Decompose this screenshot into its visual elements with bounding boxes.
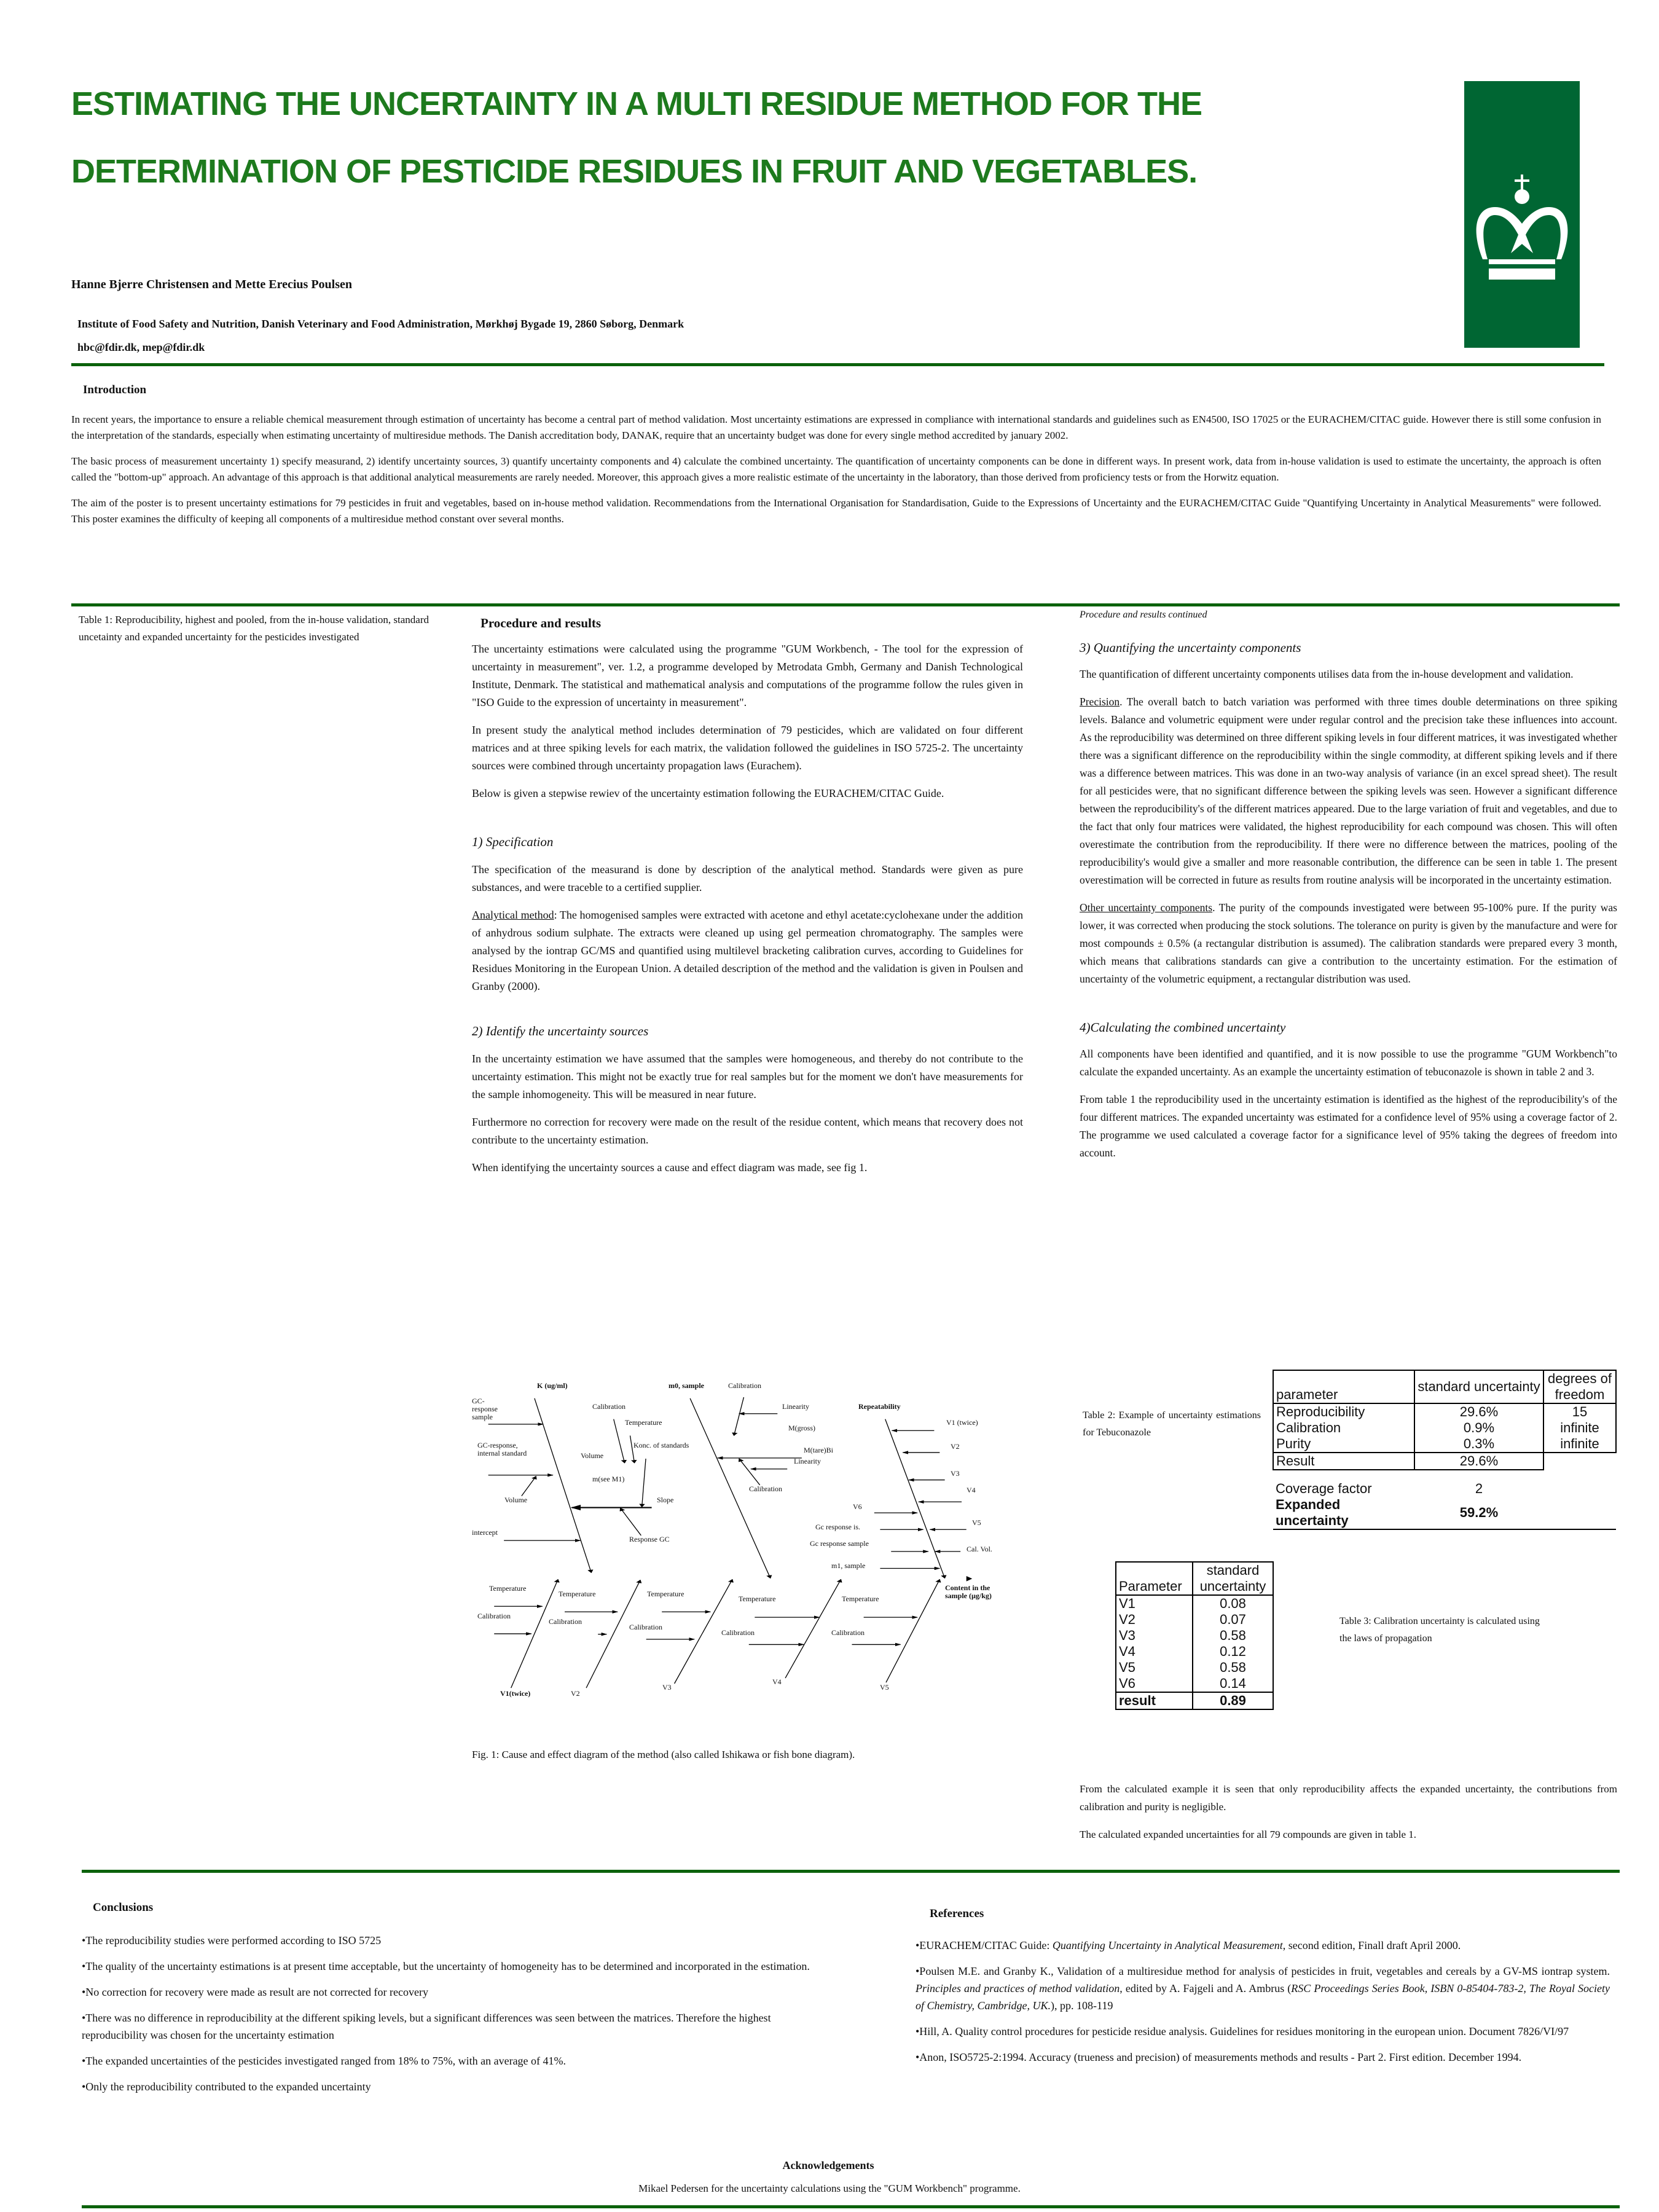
final-section [1080, 1780, 1617, 1853]
diagram-label: V4 [967, 1485, 976, 1494]
procedure-paragraph: Below is given a stepwise rewiev of the uncertainty estimation following the EURACHEM/CITAC Guide. [472, 787, 944, 799]
diagram-label: intercept [472, 1528, 498, 1537]
ref-text: •Poulsen M.E. and Granby K., Validation of a multiresidue method for analysis of pesticides in fruit, vegetables and cereals by a GV-MS iontrap system. [916, 1965, 1610, 1977]
table-row [1116, 1660, 1273, 1676]
table2 [1273, 1370, 1617, 1530]
references-heading: References [930, 1907, 984, 1920]
reference-item: •Hill, A. Quality control procedures for pesticide residue analysis. Guidelines for residues monitoring in the european union. Document 7826/VI/97 [916, 2025, 1569, 2037]
diagram-label: Linearity [794, 1457, 821, 1466]
table-cell: V6 [1116, 1676, 1193, 1692]
poster-title-line1: ESTIMATING THE UNCERTAINTY IN A MULTI RESIDUE METHOD FOR THE [71, 85, 1202, 122]
table-row [1273, 1403, 1616, 1420]
final-paragraph: The calculated expanded uncertainties for all 79 compounds are given in table 1. [1080, 1829, 1417, 1840]
diagram-label: V4 [772, 1677, 782, 1687]
diagram-label: V3 [662, 1683, 672, 1692]
analytical-method-text: : The homogenised samples were extracted with acetone and ethyl acetate:cyclohexane under the addition of anhydrous sodium sulphate. The extracts were cleaned up using gel permeation chromatography. The samples were analysed by the iontrap GC/MS and quantified using multilevel bracketing calibration curves, according to Guidelines for Residues Monitoring in the European Union. A detailed description of the method and the validation is given in Poulsen and Granby (2000). [472, 909, 1023, 992]
other-components-text: . The purity of the compounds investigated were between 95-100% pure. If the purity was lower, it was corrected when producing the stock solutions. The tolerance on purity is given by the manufacture and were for most compounds ± 0.5% (a rectangular distribution is assumed). The calibration standards were prepared every 3 month, which means that calibrations standards can give a contribution to the uncertainty estimation. For the estimation of uncertainty of the volumetric equipment, a rectangular distribution was used. [1080, 901, 1617, 985]
diagram-label: m0, sample [669, 1381, 704, 1390]
diagram-label: Volume [581, 1451, 604, 1461]
diagram-label: Calibration [831, 1628, 865, 1637]
diagram-label: V2 [951, 1441, 960, 1451]
table-row [1273, 1420, 1616, 1436]
diagram-label: Gc response sample [810, 1539, 869, 1548]
diagram-label: V3 [951, 1469, 960, 1478]
table-cell: 0.3% [1414, 1436, 1543, 1453]
procedure-paragraph: The uncertainty estimations were calculated using the programme "GUM Workbench, - The tool for the expression of uncertainty in measurement", ver. 1.2, a programme developed by Metrodata Gmbh, Germany and Danish Technological Institute, Denmark. The statistical and mathematical analysis and computations of the programme follow the rules given in "ISO Guide to the expression of uncertainty in measurement". [472, 643, 1023, 708]
table-row [1116, 1628, 1273, 1644]
table-cell: 0.89 [1220, 1693, 1246, 1708]
table-header: standard uncertainty [1199, 1563, 1266, 1594]
figure-caption: Fig. 1: Cause and effect diagram of the method (also called Ishikawa or fish bone diagram). [472, 1749, 855, 1760]
acknowledgements-body: Mikael Pedersen for the uncertainty calculations using the "GUM Workbench" programme. [638, 2183, 1021, 2194]
table-cell: V4 [1116, 1644, 1193, 1660]
table-cell: Expanded uncertainty [1276, 1497, 1349, 1528]
table-cell: V5 [1116, 1660, 1193, 1676]
diagram-label: Temperature [489, 1584, 527, 1593]
conclusions-list [82, 1932, 819, 2104]
reference-item [916, 1937, 1610, 1954]
precision-text: . The overall batch to batch variation was performed with three times double determinations on three spiking levels. Balance and volumetric equipment were under regular control and the precision take these influences into account. As the reproducibility was determined on three different spiking levels in four different matrices, it was investigated whether there was a significant difference on the reproducibility within the single commodity, at different spiking levels and if there was a difference between matrices. This was done in an two-way analysis of variance (in an excel spread sheet). The result for all pesticides were, that no significant difference between the spiking levels was seen. However a significant difference between the reproducibility's of the different matrices appeared. Due to the large variation of fruit and vegetables, and due to the fact that only four matrices were validated, the highest reproducibility for each compound was chosen. This will often overestimate the contribution from the reproducibility. If there were no difference between the matrices, pooling of the reproducibility's would give a smaller and more reasonable contribution, the difference can be seen in table 1. The present overestimation will be corrected in future as results from routine analysis will be incorporated in the uncertainty estimation. [1080, 696, 1617, 886]
diagram-label: GC-response, internal standard [477, 1441, 527, 1458]
quantifying-heading: 3) Quantifying the uncertainty components [1080, 640, 1301, 655]
diagram-label: Linearity [782, 1402, 809, 1411]
final-paragraph: From the calculated example it is seen that only reproducibility affects the expanded uncertainty, the contributions from calibration and purity is negligible. [1080, 1783, 1617, 1813]
conclusion-item: •The reproducibility studies were performed according to ISO 5725 [82, 1934, 382, 1947]
table-header-row [1116, 1562, 1273, 1595]
conclusion-item: •Only the reproducibility contributed to the expanded uncertainty [82, 2081, 371, 2093]
crown-logo-icon [1464, 81, 1580, 348]
diagram-label: Gc response is. [815, 1523, 860, 1532]
procedure-heading: Procedure and results [480, 616, 602, 630]
other-components-paragraph [1080, 899, 1617, 988]
table-cell: 0.08 [1220, 1596, 1246, 1611]
acknowledgements-heading [0, 2159, 1658, 2172]
diagram-label: Temperature [625, 1418, 662, 1427]
diagram-label: Cal. Vol. [967, 1544, 992, 1553]
ref-title: Principles and practices of method validation [916, 1982, 1120, 1994]
table-header: standard uncertainty [1414, 1370, 1543, 1403]
expanded-row [1273, 1497, 1616, 1529]
table-cell: 0.9% [1414, 1420, 1543, 1436]
identify-paragraph: In the uncertainty estimation we have assumed that the samples were homogeneous, and thereby do not contribute to the uncertainty estimation. This might not be exactly true for real samples but for the moment we don't have measurements for the sample inhomogeneity. This will be measured in near future. [472, 1053, 1023, 1100]
table-cell: Calibration [1273, 1420, 1414, 1436]
diagram-label: Calibration [749, 1484, 782, 1493]
diagram-label: Content in the sample (µg/kg) [945, 1583, 992, 1601]
intro-section [71, 412, 1601, 537]
procedure-section [472, 640, 1023, 1186]
intro-heading: Introduction [83, 383, 147, 396]
table3-caption: Table 3: Calibration uncertainty is calculated using the laws of propagation [1339, 1616, 1540, 1644]
table-cell: Coverage factor [1276, 1481, 1372, 1496]
diagram-label: Temperature [647, 1590, 684, 1599]
table-cell: 0.58 [1220, 1660, 1246, 1675]
identify-paragraph: When identifying the uncertainty sources a cause and effect diagram was made, see fig 1. [472, 1161, 868, 1174]
diagram-label: Calibration [477, 1612, 511, 1621]
table1-caption: Table 1: Reproducibility, highest and pooled, from the in-house validation, standard uncetainty and expanded uncertainty for the pesticides investigated [79, 614, 429, 643]
diagram-label: M(tare)Bi [804, 1446, 833, 1455]
institute: Institute of Food Safety and Nutrition, Danish Veterinary and Food Administration, Mørkhøj Bygade 19, 2860 Søborg, Denmark [77, 318, 684, 330]
table-cell: 0.14 [1220, 1676, 1246, 1691]
table-cell: V3 [1116, 1628, 1193, 1644]
diagram-label: Temperature [842, 1594, 879, 1603]
table-cell: 0.07 [1220, 1612, 1246, 1627]
diagram-label: Calibration [549, 1617, 582, 1626]
reference-item [916, 1963, 1610, 2014]
diagram-label: Calibration [629, 1623, 662, 1632]
table-cell: 0.58 [1220, 1628, 1246, 1643]
diagram-label: Calibration [728, 1381, 761, 1390]
table-cell: Reproducibility [1273, 1403, 1414, 1420]
table2-caption: Table 2: Example of uncertainty estimations for Tebuconazole [1083, 1410, 1261, 1438]
specification-heading: 1) Specification [472, 834, 554, 849]
analytical-method-label: Analytical method [472, 909, 554, 921]
diagram-label: Temperature [739, 1594, 776, 1603]
precision-paragraph [1080, 693, 1617, 889]
diagram-label: Repeatability [858, 1402, 901, 1411]
coverage-row [1273, 1481, 1616, 1497]
conclusion-item: •There was no difference in reproducibility at the different spiking levels, but a significant differences was seen between the matrices. Therefore the highest reproducibility was chosen for the uncertainty estimation [82, 2012, 771, 2041]
acknowledgements-text [0, 2183, 1659, 2195]
diagram-label: V2 [571, 1688, 580, 1698]
cause-effect-diagram [461, 1376, 1075, 1720]
table-cell: infinite [1543, 1436, 1616, 1453]
table-cell: 0.12 [1220, 1644, 1246, 1659]
diagram-label: V1(twice) [500, 1688, 531, 1698]
table-row [1116, 1644, 1273, 1660]
table-cell: 15 [1543, 1403, 1616, 1420]
table-cell: Purity [1273, 1436, 1414, 1453]
diagram-label: M(gross) [788, 1424, 815, 1433]
table-cell: Result [1273, 1453, 1414, 1470]
table-row [1116, 1595, 1273, 1612]
table-cell: 29.6% [1414, 1403, 1543, 1420]
diagram-label: Calibration [592, 1402, 626, 1411]
table3 [1115, 1561, 1274, 1710]
procedure-paragraph: In present study the analytical method includes determination of 79 pesticides, which are validated on four different matrices and at three spiking levels for each matrix, the validation followed the guidelines in ISO 5725-2. The uncertainty sources were combined through uncertainty propagation laws (Eurachem). [472, 724, 1023, 772]
ref-publisher: RSC Proceedings Series Book, ISBN 0-85404-783-2, The Royal Society of Chemistry, Cambridge, UK. [916, 1982, 1610, 2012]
identify-paragraph: Furthermore no correction for recovery were made on the result of the residue content, which means that recovery does not contribute to the uncertainty estimation. [472, 1116, 1023, 1146]
continued-label: Procedure and results continued [1080, 610, 1207, 620]
diagram-label: GC-response sample [472, 1396, 498, 1421]
ref-text: •EURACHEM/CITAC Guide: [916, 1939, 1053, 1951]
table-row [1273, 1436, 1616, 1453]
table-header-row [1273, 1370, 1616, 1403]
table-header: parameter [1273, 1370, 1414, 1403]
poster-title-line2: DETERMINATION OF PESTICIDE RESIDUES IN FRUIT AND VEGETABLES. [71, 153, 1198, 190]
precision-label: Precision [1080, 696, 1120, 708]
table-cell: V2 [1116, 1612, 1193, 1628]
intro-paragraph: In recent years, the importance to ensure a reliable chemical measurement through estimation of uncertainty has become a central part of method validation. Most uncertainty estimations are expressed in compliance with international standards and guidelines such as EN4500, ISO 17025 or the EURACHEM/CITAC guide. However there is still some confusion in the interpretation of the standards, especially when estimating uncertainty of multiresidue methods. The Danish accreditation body, DANAK, require that an uncertainty budget was done for every single method accredited by january 2002. [71, 414, 1601, 441]
continued-section [1080, 639, 1617, 1172]
section-divider [82, 1870, 1620, 1873]
table-cell: 2 [1475, 1481, 1483, 1496]
specification-paragraph: The specification of the measurand is done by description of the analytical method. Standards were given as pure substances, and were traceble to a certified supplier. [472, 863, 1023, 893]
intro-paragraph: The basic process of measurement uncertainty 1) specify measurand, 2) identify uncertainty sources, 3) quantify uncertainty components and 4) calculate the combined uncertainty. The quantification of uncertainty components can be done in different ways. In present work, data from in-house validation is used to estimate the uncertainty, the approach is often called the "bottom-up" approach. An advantage of this approach is that additional analytical measurements are rarely needed. Moreover, this approach gives a more realistic estimate of the uncertainty in the laboratory, than those derived from proficiency tests or from the Horwitz equation. [71, 455, 1601, 483]
identify-heading: 2) Identify the uncertainty sources [472, 1024, 649, 1038]
footer-divider [82, 2205, 1620, 2208]
ref-title: Quantifying Uncertainty in Analytical Measurement [1052, 1939, 1283, 1951]
diagram-label: Slope [657, 1495, 674, 1504]
table-result-row [1273, 1453, 1616, 1470]
table-result-row [1116, 1692, 1273, 1709]
table-row [1116, 1612, 1273, 1628]
ref-text: , second edition, Finall draft April 2000. [1282, 1939, 1461, 1951]
logo-box [1464, 81, 1580, 348]
diagram-label: m(see M1) [592, 1474, 625, 1483]
conclusion-item: •The quality of the uncertainty estimations is at present time acceptable, but the uncertainty of homogeneity has to be determined and incorporated in the estimation. [82, 1960, 810, 1972]
intro-paragraph: The aim of the poster is to present uncertainty estimations for 79 pesticides in fruit and vegetables, based on in-house method validation. Recommendations from the International Organisation for Standardisation, Guide to the Expressions of Uncertainty and the EURACHEM/CITAC Guide "Quantifying Uncertainty in Analytical Measurements" were followed. This poster examines the difficulty of keeping all components of a multiresidue method constant over several months. [71, 497, 1601, 525]
header-divider [71, 363, 1604, 366]
diagram-label: Calibration [721, 1628, 755, 1637]
ref-text: , edited by A. Fajgeli and A. Ambrus ( [1120, 1982, 1292, 1994]
diagram-label: Response GC [629, 1534, 670, 1543]
table-header: degrees of freedom [1543, 1370, 1616, 1403]
reference-item: •Anon, ISO5725-2:1994. Accuracy (trueness and precision) of measurements methods and results - Part 2. First edition. December 1994. [916, 2051, 1522, 2063]
diagram-label: K (ug/ml) [537, 1381, 568, 1390]
diagram-label: V6 [853, 1502, 862, 1511]
diagram-label: V1 (twice) [946, 1418, 978, 1427]
table-cell: 29.6% [1414, 1453, 1543, 1470]
calculating-paragraph: From table 1 the reproducibility used in the uncertainty estimation is identified as the highest of the reproducibility's of the four different matrices. The expanded uncertainty was estimated for a confidence level of 95% using a coverage factor of 2. The programme we used calculated a coverage factor for a significance level of 95% taking the degrees of freedom into account. [1080, 1093, 1617, 1159]
conclusion-item: •The expanded uncertainties of the pesticides investigated ranged from 18% to 75%, with an average of 41%. [82, 2055, 567, 2067]
quantifying-paragraph: The quantification of different uncertainty components utilises data from the in-house development and validation. [1080, 668, 1574, 680]
ref-text: ), pp. 108-119 [1051, 1999, 1113, 2012]
other-components-label: Other uncertainty components [1080, 901, 1213, 914]
diagram-label: V5 [972, 1518, 981, 1528]
emails: hbc@fdir.dk, mep@fdir.dk [77, 341, 205, 353]
calculating-heading: 4)Calculating the combined uncertainty [1080, 1020, 1286, 1035]
authors: Hanne Bjerre Christensen and Mette Erecius Poulsen [71, 278, 353, 291]
table-cell: result [1116, 1692, 1193, 1709]
diagram-label: Volume [504, 1495, 528, 1504]
table-header: Parameter [1116, 1562, 1193, 1595]
conclusions-heading: Conclusions [93, 1901, 154, 1914]
section-divider [71, 603, 1620, 606]
diagram-label: m1, sample [831, 1561, 866, 1570]
calculating-paragraph: All components have been identified and quantified, and it is now possible to use the programme "GUM Workbench"to calculate the expanded uncertainty. As an example the uncertainty estimation of tebuconazole is shown in table 2 and 3. [1080, 1048, 1617, 1078]
table-cell: V1 [1116, 1595, 1193, 1612]
table-cell: 59.2% [1459, 1505, 1499, 1520]
references-list [916, 1937, 1610, 2074]
acknowledgements-heading-text: Acknowledgements [782, 2159, 874, 2171]
conclusion-item: •No correction for recovery were made as result are not corrected for recovery [82, 1986, 429, 1998]
diagram-label: Temperature [559, 1590, 596, 1599]
analytical-method-paragraph [472, 906, 1023, 995]
table-cell: infinite [1543, 1420, 1616, 1436]
table-row [1116, 1676, 1273, 1692]
diagram-label: Konc. of standards [633, 1441, 689, 1450]
diagram-label: V5 [880, 1683, 889, 1692]
